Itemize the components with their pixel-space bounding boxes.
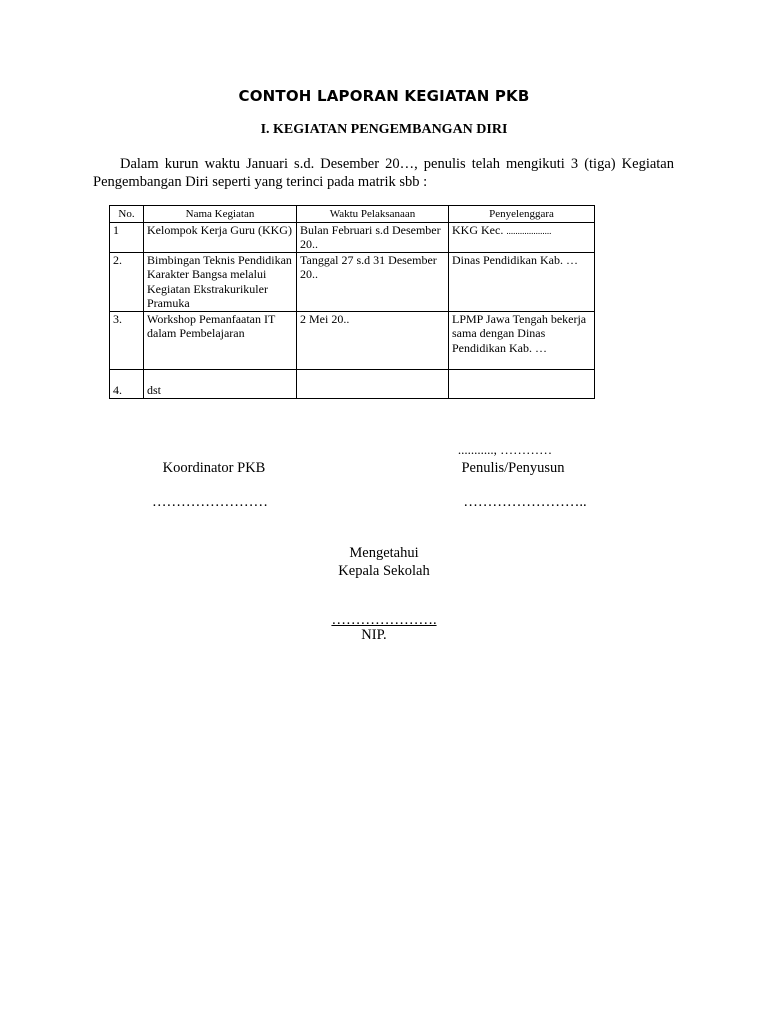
kepala-sekolah-label: Kepala Sekolah bbox=[338, 563, 430, 579]
cell-waktu: 2 Mei 20.. bbox=[297, 311, 449, 369]
table-row bbox=[110, 369, 595, 398]
header-nama-kegiatan: Nama Kegiatan bbox=[144, 206, 297, 223]
cell-nama: Workshop Pemanfaatan IT dalam Pembelajaran bbox=[144, 311, 297, 369]
cell-nama: dst bbox=[144, 369, 297, 398]
intro-paragraph: Dalam kurun waktu Januari s.d. Desember 20…, penulis telah mengikuti 3 (tiga) Kegiatan Pengembangan Diri seperti yang terinci pada matrik sbb : bbox=[93, 156, 674, 190]
cell-nama: Kelompok Kerja Guru (KKG) bbox=[144, 222, 297, 252]
nip-label: NIP. bbox=[361, 627, 387, 643]
header-waktu-pelaksanaan: Waktu Pelaksanaan bbox=[297, 206, 449, 223]
header-penyelenggara: Penyelenggara bbox=[449, 206, 595, 223]
cell-penyelenggara bbox=[449, 222, 595, 252]
cell-nama: Bimbingan Teknis Pendidikan Karakter Bangsa melalui Kegiatan Ekstrakurikuler Pramuka bbox=[144, 252, 297, 311]
table-row bbox=[110, 311, 595, 369]
cell-waktu bbox=[297, 369, 449, 398]
section-heading: I. KEGIATAN PENGEMBANGAN DIRI bbox=[260, 122, 508, 137]
kepala-signature-line: …………………. bbox=[331, 612, 437, 628]
cell-penyelenggara bbox=[449, 369, 595, 398]
activity-table bbox=[109, 205, 595, 399]
header-no: No. bbox=[110, 206, 144, 223]
cell-no: 2. bbox=[110, 252, 144, 311]
cell-penyelenggara-dots: .................... bbox=[506, 225, 552, 236]
koordinator-label: Koordinator PKB bbox=[162, 460, 266, 476]
cell-penyelenggara: Dinas Pendidikan Kab. … bbox=[449, 252, 595, 311]
table-header-row bbox=[110, 206, 595, 223]
acknowledgement bbox=[284, 544, 484, 580]
cell-waktu: Tanggal 27 s.d 31 Desember 20.. bbox=[297, 252, 449, 311]
penulis-signature-line: …………………….. bbox=[463, 494, 587, 510]
cell-no: 4. bbox=[110, 369, 144, 398]
mengetahui-label: Mengetahui bbox=[349, 545, 419, 561]
cell-no: 3. bbox=[110, 311, 144, 369]
cell-penyelenggara: LPMP Jawa Tengah bekerja sama dengan Dinas Pendidikan Kab. … bbox=[449, 311, 595, 369]
table-row bbox=[110, 222, 595, 252]
document-title: CONTOH LAPORAN KEGIATAN PKB bbox=[238, 87, 530, 105]
koordinator-signature-line: …………………… bbox=[152, 494, 268, 510]
place-date-line: ..........., ………… bbox=[457, 442, 553, 457]
penulis-label: Penulis/Penyusun bbox=[461, 460, 565, 476]
cell-waktu: Bulan Februari s.d Desember 20.. bbox=[297, 222, 449, 252]
cell-penyelenggara-text: KKG Kec. bbox=[452, 222, 504, 237]
cell-no: 1 bbox=[110, 222, 144, 252]
table-row bbox=[110, 252, 595, 311]
